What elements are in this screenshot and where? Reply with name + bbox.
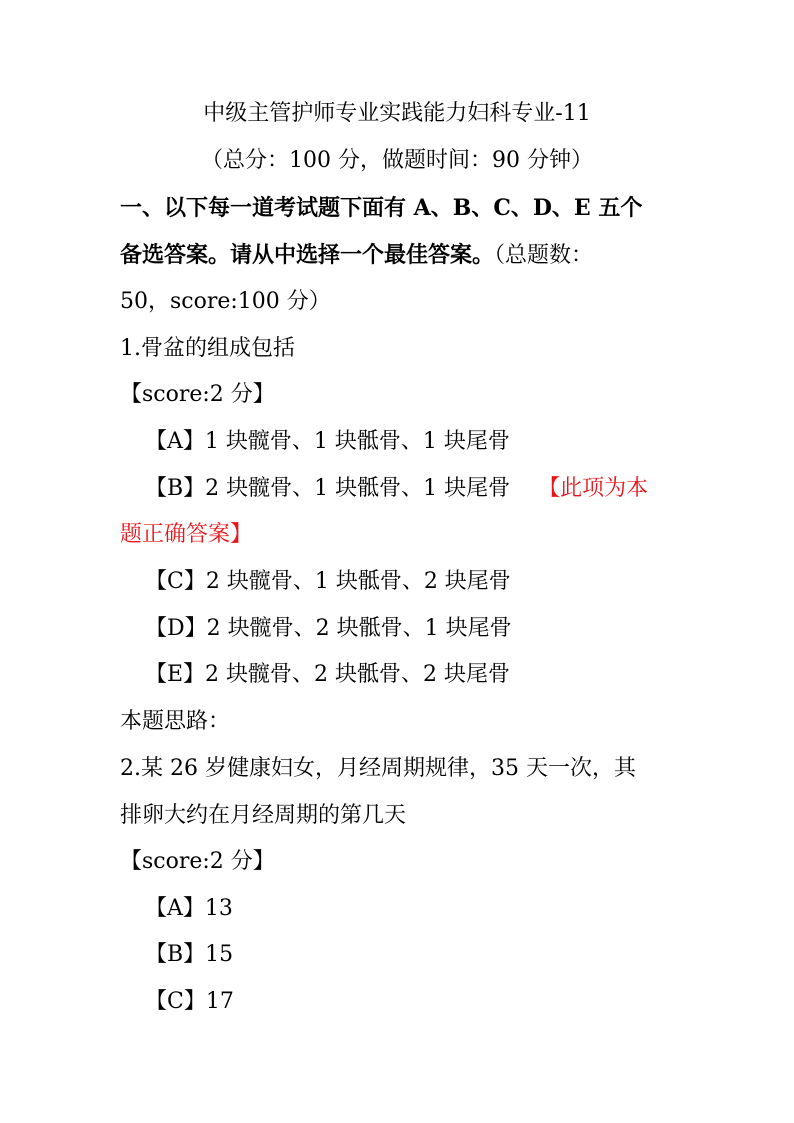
document-subtitle: （总分：100 分，做题时间：90 分钟）	[201, 148, 593, 173]
section-heading-line-2	[120, 244, 593, 267]
question-2-option-b: 【B】15	[145, 942, 234, 967]
question-1-score: 【score:2 分】	[120, 382, 275, 407]
question-1-option-b: 【B】2 块髋骨、1 块骶骨、1 块尾骨	[145, 476, 511, 501]
correct-answer-marker: 【此项为本	[538, 476, 649, 501]
question-2-option-a: 【A】13	[145, 896, 233, 921]
question-2-score: 【score:2 分】	[120, 849, 275, 874]
question-1-option-a: 【A】1 块髋骨、1 块骶骨、1 块尾骨	[145, 429, 510, 454]
question-2-stem-line-1: 2.某 26 岁健康妇女，月经周期规律，35 天一次，其	[120, 756, 636, 781]
question-1-option-b-line	[145, 478, 648, 500]
question-2-option-c: 【C】17	[145, 989, 234, 1014]
question-1-stem: 1.骨盆的组成包括	[120, 336, 295, 361]
section-heading-line-3: 50，score:100 分）	[120, 289, 331, 314]
question-1-option-d: 【D】2 块髋骨、2 块骶骨、1 块尾骨	[145, 616, 512, 641]
document-title: 中级主管护师专业实践能力妇科专业-11	[203, 101, 591, 126]
question-2-stem-line-2: 排卵大约在月经周期的第几天	[120, 803, 407, 828]
question-1-explanation-label: 本题思路：	[120, 709, 231, 734]
correct-answer-marker-continued: 题正确答案】	[120, 522, 253, 547]
section-heading-count-label: （总题数：	[494, 243, 594, 268]
question-1-option-c: 【C】2 块髋骨、1 块骶骨、2 块尾骨	[145, 569, 511, 594]
section-heading-bold: 备选答案。请从中选择一个最佳答案。	[120, 242, 495, 268]
section-heading-line-1: 一、以下每一道考试题下面有 A、B、C、D、E 五个	[120, 195, 643, 221]
question-1-option-e: 【E】2 块髋骨、2 块骶骨、2 块尾骨	[145, 662, 511, 687]
